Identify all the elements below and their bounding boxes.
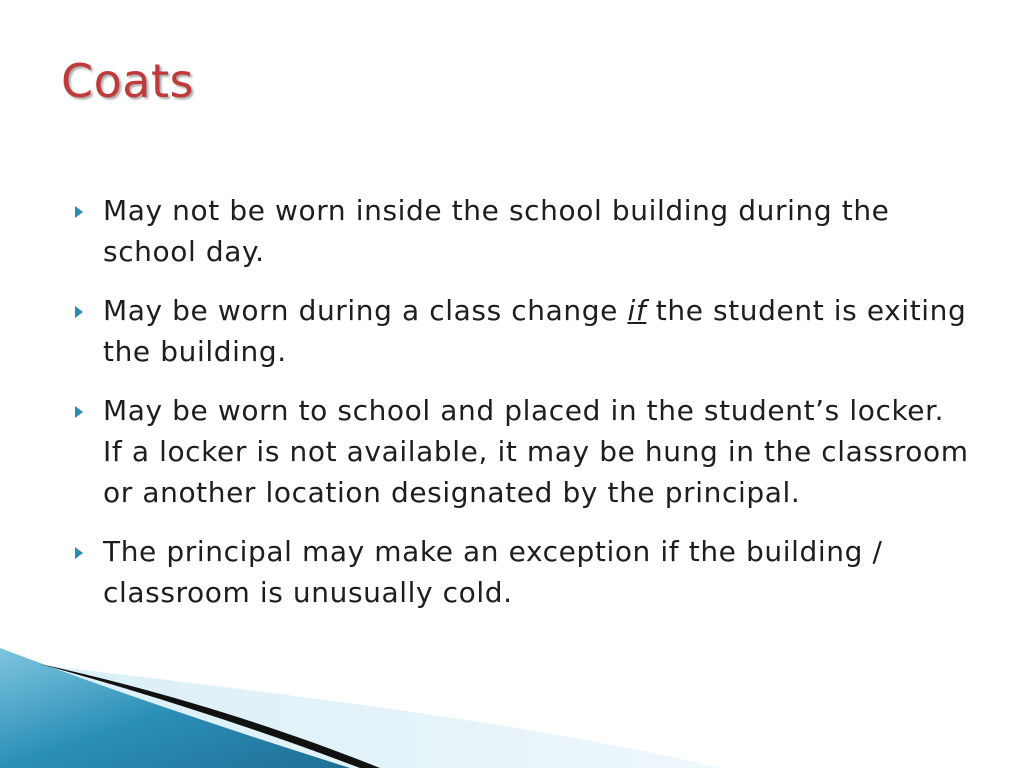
bullet-item (70, 290, 970, 372)
wave-dark-stripe (40, 664, 380, 768)
triangle-right-icon (75, 547, 83, 559)
bullet-list (70, 190, 970, 631)
bullet-item (70, 390, 970, 513)
bullet-item (70, 190, 970, 272)
wave-blue-band (0, 648, 350, 768)
bullet-text-emphasis: if (627, 294, 647, 327)
bullet-text: May be worn to school and placed in the student’s locker. If a locker is not available, it may be hung in the classroom or another location designated by the principal. (103, 394, 969, 509)
bullet-text: May not be worn inside the school building during the school day. (103, 194, 890, 268)
triangle-right-icon (75, 206, 83, 218)
slide-title: Coats (61, 54, 194, 108)
bullet-item (70, 531, 970, 613)
wave-light-band (0, 660, 720, 768)
triangle-right-icon (75, 406, 83, 418)
bullet-text-after: the student is exiting the building. (103, 294, 967, 368)
triangle-right-icon (75, 306, 83, 318)
bullet-text-before: May be worn during a class change (103, 294, 628, 327)
bullet-text: The principal may make an exception if the building / classroom is unusually cold. (103, 535, 883, 609)
